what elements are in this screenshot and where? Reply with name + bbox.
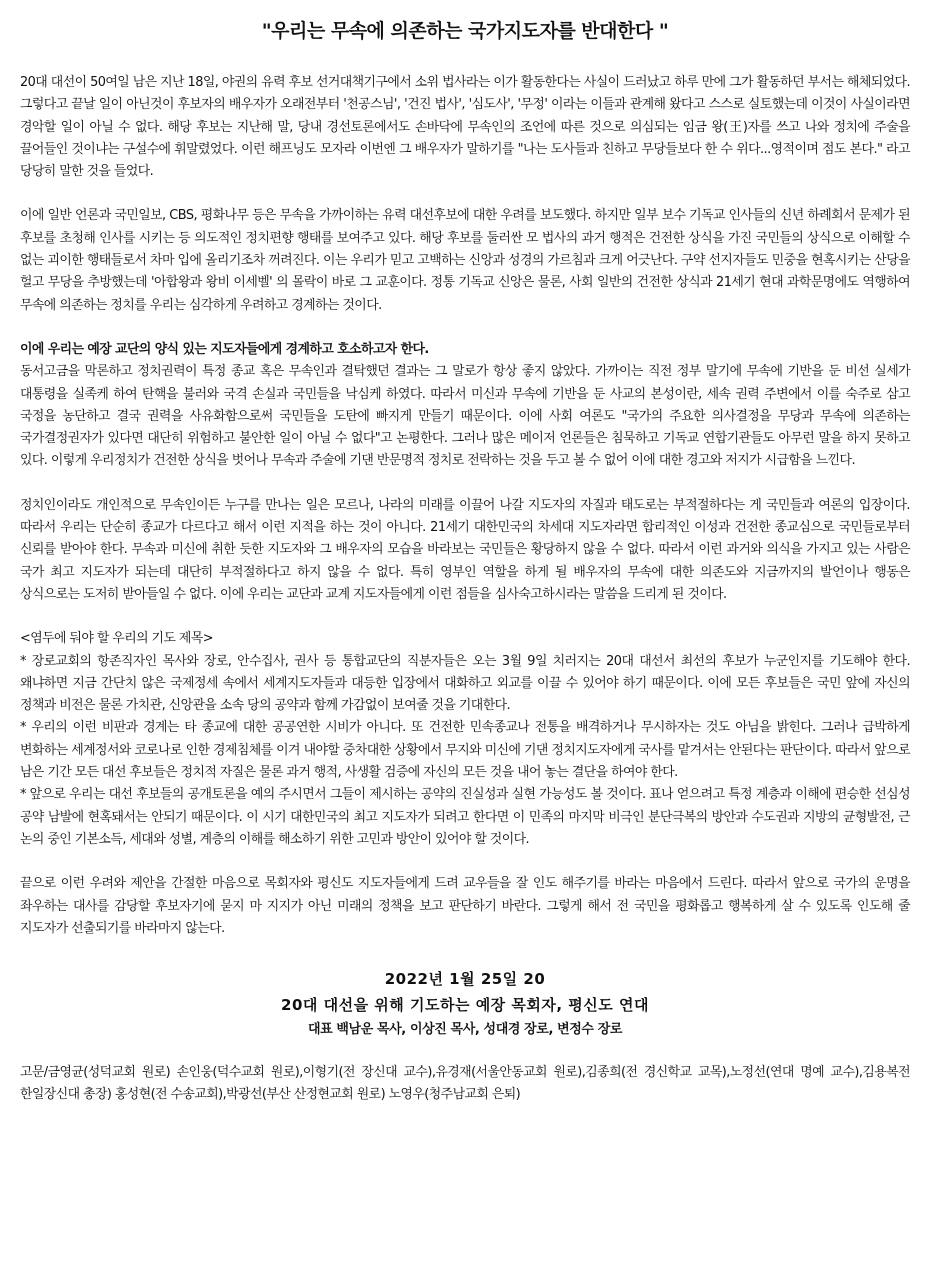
prayer-item: * 장로교회의 항존직자인 목사와 장로, 안수집사, 권사 등 통합교단의 직분자들은 오는 3월 9일 치러지는 20대 대선서 최선의 후보가 누군인지를 기도해야 한다. 왜냐하면 지금 간단치 않은 국제정세 속에서 세계지도자들과 대등한 입장에서 대화하고 외교를 이끌 수 있어야 하기 때문이다. 이에 모든 후보들은 국민 앞에 자신의 정책과 비전은 물론 가치관, 신앙관을 소속 당의 공약과 함께 가감없이 보여줄 것을 기대한다.: [20, 653, 910, 714]
paragraph-closing: 끝으로 이런 우려와 제안을 간절한 마음으로 목회자와 평신도 지도자들에게 드려 교우들을 잘 인도 해주기를 바라는 마음에서 드린다. 따라서 앞으로 국가의 운명을 좌우하는 대사를 감당할 후보자기에 묻지 마 지지가 아닌 미래의 정책을 보고 판단하기 바란다. 그렇게 해서 전 국민을 평화롭고 행복하게 살 수 있도록 인도해 줄 지도자가 선출되기를 바라마지 않는다.: [20, 876, 910, 936]
paragraph-intro: 20대 대선이 50여일 남은 지난 18일, 야권의 유력 후보 선거대책기구에서 소위 법사라는 이가 활동한다는 사실이 드러났고 하루 만에 그가 활동하던 부서는 해체되었다. 그렇다고 끝날 일이 아닌것이 후보자의 배우자가 오래전부터 '천공스님', '건진 법사', '심도사', '무정' 이라는 이들과 관계해 왔다고 스스로 실토했는데 이것이 사실이라면 경악할 일이 아닐 수 없다. 해당 후보는 지난해 말, 당내 경선토론에서도 손바닥에 무속인의 조언에 따른 것으로 의심되는 임금 왕(王)자를 쓰고 나와 정치에 주술을 끌어들인 것이냐는 구설수에 휘말렸었다. 이런 해프닝도 모자라 이번엔 그 배우자가 말하기를 "나는 도사들과 친하고 무당들보다 한 수 위다...영적이며 점도 본다." 라고 당당히 말한 것을 들었다.: [20, 75, 910, 180]
prayer-item: * 앞으로 우리는 대선 후보들의 공개토론을 예의 주시면서 그들이 제시하는 공약의 진실성과 실현 가능성도 볼 것이다. 표나 얻으려고 특정 계층과 이해에 편승한 선심성 공약 남발에 현혹돼서는 안되기 때문이다. 이 시기 대한민국의 최고 지도자가 되려고 한다면 이 민족의 마지막 비극인 분단극복의 방안과 수도권과 지방의 균형발전, 근 논의 중인 기본소득, 세대와 성별, 계층의 이해를 해소하기 위한 고민과 방안이 있어야 할 것이다.: [20, 787, 910, 847]
prayer-heading: <염두에 둬야 할 우리의 기도 제목>: [20, 631, 213, 647]
document-title: "우리는 무속에 의존하는 국가지도자를 반대한다 ": [261, 20, 669, 42]
organization-name: 20대 대선을 위해 기도하는 예장 목회자, 평신도 연대: [281, 996, 649, 1015]
appeal-body: 동서고금을 막론하고 정치권력이 특정 종교 혹은 무속인과 결탁했던 결과는 그 말로가 항상 좋지 않았다. 가까이는 직전 정부 말기에 무속에 기반을 둔 비선 실세가 대통령을 실족케 하여 탄핵을 불러와 국격 손실과 국민들을 낙심케 하였다. 따라서 미신과 무속에 기반을 둔 사교의 본성이란, 세속 권력 주변에서 이를 숙주로 삼고 국정을 농단하고 결국 권력을 사유화함으로써 국민들을 도탄에 빠지게 만들기 때문이다. 이에 사회 여론도 "국가의 주요한 의사결정을 무당과 무속에 의존하는 국가결정권자가 있다면 대단히 위험하고 불안한 일이 아닐 수 없다"고 논평한다. 그러나 많은 메이저 언론들은 침묵하고 기독교 연합기관들도 아무런 말을 하지 못하고 있다. 이렇게 우리정치가 건전한 상식을 벗어나 무속과 주술에 기댄 반문명적 정치로 전락하는 것을 두고 볼 수 없어 이에 대한 경고와 저지가 시급함을 느낀다.: [20, 364, 910, 469]
prayer-item: * 우리의 이런 비판과 경계는 타 종교에 대한 공공연한 시비가 아니다. 또 건전한 민속종교나 전통을 배격하거나 무시하자는 것도 아님을 밝힌다. 그러나 급박하게 변화하는 세계정서와 코로나로 인한 경제침체를 이겨 내야할 중차대한 상황에서 무지와 미신에 기댄 정치지도자에게 국사를 맡겨서는 안된다는 판단이다. 따라서 앞으로 남은 기간 모든 대선 후보들은 정치적 자질은 물론 과거 행적, 사생활 검증에 자신의 모든 것을 내어 놓는 결단을 하여야 한다.: [20, 720, 910, 781]
appeal-section: [20, 339, 910, 473]
advisors-list: 고문/금영균(성덕교회 원로) 손인웅(덕수교회 원로),이형기(전 장신대 교수),유경재(서울안동교회 원로),김종희(전 경신학교 교목),노정선(연대 명예 교수),김용복전 한일장신대 총장) 홍성현(전 수송교회),박광선(부산 산정현교회 원로) 노영우(청주남교회 은퇴): [20, 1065, 910, 1103]
statement-date: 2022년 1월 25일 20: [384, 970, 546, 989]
signature-block: [20, 966, 910, 1042]
paragraph-leadership: 정치인이라도 개인적으로 무속인이든 누구를 만나는 일은 모르나, 나라의 미래를 이끌어 나갈 지도자의 자질과 태도로는 부적절하다는 게 국민들과 여론의 입장이다. 따라서 우리는 단순히 종교가 다르다고 해서 이런 지적을 하는 것이 아니다. 21세기 대한민국의 차세대 지도자라면 합리적인 이성과 건전한 종교심으로 국민들로부터 신뢰를 받아야 한다. 무속과 미신에 취한 듯한 지도자와 그 배우자의 모습을 바라보는 국민들은 황당하지 않을 수 없다. 따라서 이런 과거와 의식을 가지고 있는 사람은 국가 최고 지도자가 되는데 대단히 부적절하다고 하지 않을 수 없다. 특히 영부인 역할을 하게 될 배우자의 무속에 대한 의존도와 지금까지의 발언이나 행동은 상식으로는 도저히 받아들일 수 없다. 이에 우리는 교단과 교계 지도자들에게 이런 점들을 심사숙고하시라는 말씀을 드리게 된 것이다.: [20, 497, 910, 602]
appeal-heading: 이에 우리는 예장 교단의 양식 있는 지도자들에게 경계하고 호소하고자 한다.: [20, 341, 429, 357]
prayer-section: [20, 628, 910, 851]
paragraph-media-response: 이에 일반 언론과 국민일보, CBS, 평화나무 등은 무속을 가까이하는 유력 대선후보에 대한 우려를 보도했다. 하지만 일부 보수 기독교 인사들의 신년 하례회서 문제가 된 후보를 초청해 인사를 시키는 등 의도적인 정치편향 행태를 보여주고 있다. 해당 후보를 둘러싼 모 법사의 과거 행적은 건전한 상식을 가진 국민들의 상식으로 이해할 수 없는 괴이한 행태들로서 차마 입에 올리기조차 꺼려진다. 이는 우리가 믿고 고백하는 신앙과 성경의 가르침과 크게 어긋난다. 구약 선지자들도 민중을 현혹시키는 산당을 헐고 무당을 추방했는데 '아합왕과 왕비 이세벨' 의 몰락이 바로 그 교훈이다. 정통 기독교 신앙은 물론, 사회 일반의 건전한 상식과 21세기 현대 과학문명에도 역행하여 무속에 의존하는 정치를 우리는 심각하게 우려하고 경계하는 것이다.: [20, 208, 910, 313]
representatives: 대표 백남운 목사, 이상진 목사, 성대경 장로, 변정수 장로: [307, 1022, 623, 1038]
